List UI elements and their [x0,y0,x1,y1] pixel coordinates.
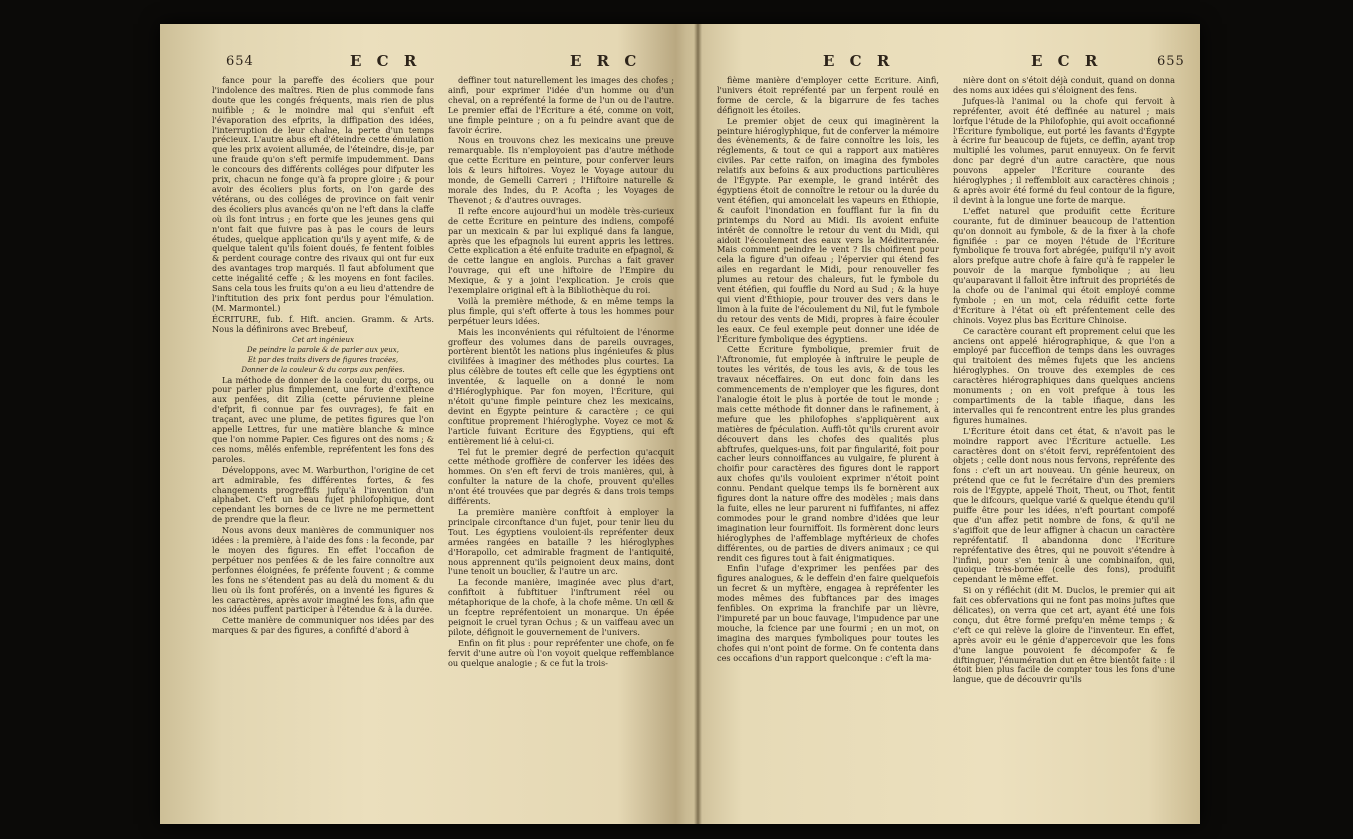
left-page [160,24,695,824]
paragraph: La feconde manière, imaginée avec plus d'art, confiftoit à fubftituer l'inftrument réel ou métaphorique de la chofe, à la chofe même. Un œil & un fceptre repréfentoient un monarque. Un épée peignoit le cruel tyran Ochus ; & un vaiffeau avec un pilote, défignoit le gouvernement de l'univers. [448,577,674,637]
entry-heading: ÉCRITURE, fub. f. Hift. ancien. Gramm. & Arts. Nous la définirons avec Brebeuf, [212,313,434,334]
paragraph: Si on y réfléchit (dit M. Duclos, le premier qui ait fait ces obfervations qui ne font pas moins juftes que délicates), on verra que cet art, ayant été une fois conçu, dut être formé prefqu'en même temps ; & c'eft ce qui relève la gloire de l'inventeur. En effet, après avoir eu le génie d'appercevoir que les fons d'une langue pouvoient fe décompofer & fe diftinguer, l'énumération dut en être bientôt faite : il étoit bien plus facile de compter tous les fons d'une langue, que de découvrir qu'ils [953,585,1175,685]
paragraph: Cette Écriture fymbolique, premier fruit de l'Aftronomie, fut employée à inftruire le peuple de toutes les vérités, de tous les avis, & de tous les travaux néceffaires. On eut donc foin dans les commencements de n'employer que les figures, dont l'analogie étoit le plus à portée de tout le monde ; mais cette méthode fit donner dans le rafinement, à mefure que les philofophes s'appliquèrent aux matières de fpéculation. Auffi-tôt qu'ils crurent avoir découvert dans les chofes des qualités plus abftrufes, quelques-uns, foit par fingularité, foit pour cacher leurs connoiffances au vulgaire, fe plurent à choifir pour caractères des figures dont le rapport aux chofes qu'ils vouloient exprimer n'étoit point connu. Pendant quelque temps ils fe bornèrent aux figures dont la nature offre des modèles ; mais dans la fuite, elles ne leur parurent ni fuffifantes, ni affez commodes pour le grand nombre d'idées que leur imagination leur fourniffoit. Ils formèrent donc leurs hiéroglyphes de l'affemblage myftérieux de chofes différentes, ou de parties de divers animaux ; ce qui rendit ces figures tout à fait énigmatiques. [717,344,939,563]
paragraph: Nous en trouvons chez les mexicains une preuve remarquable. Ils n'employoient pas d'autre méthode que cette Écriture en peinture, pour conferver leurs lois & leurs hiftoires. Voyez le Voyage autour du monde, de Gemelli Carreri ; l'Hiftoire naturelle & morale des Indes, du P. Acofta ; les Voyages de Thevenot ; & d'autres ouvrages. [448,135,674,205]
left-head-word-center: E R C [570,52,642,70]
paragraph: Nous avons deux manières de communiquer nos idées : la première, à l'aide des fons : la feconde, par le moyen des figures. En effet l'occafion de perpétuer nos penfées & de les faire connoître aux perfonnes éloignées, fe préfente fouvent ; & comme les fons ne s'étendent pas au delà du moment & du lieu où ils font proférés, on a inventé les figures & les caractères, après avoir imaginé les fons, afin que nos idées puffent participer à l'étendue & à la durée. [212,525,434,615]
paragraph: Tel fut le premier degré de perfection qu'acquit cette méthode groffière de conferver les idées des hommes. On s'en eft fervi de trois manières, qui, à confulter la nature de la chofe, prouvent qu'elles n'ont été trouvées que par degrés & dans trois temps différents. [448,446,674,507]
paragraph: Jufques-là l'animal ou la chofe qui fervoit à repréfenter, avoit été deffinée au naturel ; mais lorfque l'étude de la Philofophie, qui avoit occafionné l'Écriture fymbolique, eut porté les favants d'Égypte à écrire fur beaucoup de fujets, ce deffin, ayant trop multiplié les volumes, parut ennuyeux. On fe fervit donc par degré d'un autre caractère, que nous pouvons appeler l'Écriture courante des hiéroglyphes ; il reffembloit aux caractères chinois ; & après avoir été formé du feul contour de la figure, il devint à la longue une forte de marque. [953,95,1175,205]
book-spread [160,24,1200,824]
paragraph: Ce caractère courant eft proprement celui que les anciens ont appelé hiérographique, & que l'on a employé par fucceffion de temps dans les ouvrages qui traitoient des mêmes fujets que les anciens hiéroglyphes. On trouve des exemples de ces caractères hiérographiques dans quelques anciens monuments ; on en voit prefque à tous les compartiments de la table ifiaque, dans les intervalles qui fe rencontrent entre les plus grandes figures humaines. [953,325,1175,425]
left-page-number: 654 [226,54,254,69]
paragraph: Enfin l'ufage d'exprimer les penfées par des figures analogues, & le deffein d'en faire quelquefois un fecret & un myftère, engagea à repréfenter les modes mêmes des fubftances par des images fenfibles. On exprima la franchife par un lièvre, l'impureté par un bouc fauvage, l'impudence par une mouche, la fcience par une fourmi ; en un mot, on imagina des marques fymboliques pour toutes les chofes qui n'ont point de forme. On fe contenta dans ces occafions d'un rapport quelconque : c'eft la ma- [717,563,939,663]
right-head-word-center: E C R [823,52,895,70]
verse-line: Cet art ingénieux [292,335,354,344]
paragraph: Développons, avec M. Warburthon, l'origine de cet art admirable, fes différentes fortes, & fes changements progreffifs jufqu'à l'invention d'un alphabet. C'eft un beau fujet philofophique, dont cependant les bornes de ce livre ne me permettent de prendre que la fleur. [212,464,434,525]
paragraph: Le premier objet de ceux qui imaginèrent la peinture hiéroglyphique, fut de conferver la mémoire des évènements, & de faire connoître les lois, les réglements, & tout ce qui a rapport aux matières civiles. Par cette raifon, on imagina des fymboles relatifs aux befoins & aux productions particulières de l'Égypte. Par exemple, le grand intérêt des égyptiens étoit de connoître le retour ou la durée du vent étéfien, qui amoncelait les vapeurs en Éthiopie, & caufoit l'inondation en foufflant fur la fin du printemps du Nord au Midi. Ils avoient enfuite intérêt de connoître le retour du vent du Midi, qui aidoit l'écoulement des eaux vers la Méditerranée. Mais comment peindre le vent ? Ils choifirent pour cela la figure d'un oifeau ; l'épervier qui étend fes ailes en regardant le Midi, pour renouveller fes plumes au retour des chaleurs, fut le fymbole du vent étéfien, qui fouffle du Nord au Sud ; & la huye qui vient d'Éthiopie, pour trouver des vers dans le limon à la fuite de l'écoulement du Nil, fut le fymbole du retour des vents de Midi, propres à faire écouler les eaux. Ce feul exemple peut donner une idée de l'Écriture fymbolique des égyptiens. [717,115,939,344]
paragraph: Enfin on fit plus : pour repréfenter une chofe, on fe fervit d'une autre où l'on voyoit quelque reffemblance ou quelque analogie ; & ce fut la trois- [448,637,674,668]
left-column-2 [448,76,674,794]
verse-line: Et par des traits divers de figures tracées, [247,355,399,364]
right-head-word: E C R [1031,52,1103,70]
left-column-1 [212,76,434,794]
right-page-number: 655 [1157,54,1185,69]
right-running-head [701,52,1200,78]
paragraph: Cette manière de communiquer nos idées par des marques & par des figures, a confifté d'abord à [212,615,434,636]
right-column-1 [717,76,939,794]
right-column-2 [953,76,1175,794]
left-running-head [160,52,695,78]
paragraph: La méthode de donner de la couleur, du corps, ou pour parler plus fimplement, une forte d'exiftence aux penfées, dit Zilia (cette péruvienne pleine d'efprit, fi connue par fes ouvrages), fe fait en traçant, avec une plume, de petites figures que l'on appelle Lettres, fur une matière blanche & mince que l'on nomme Papier. Ces figures ont des noms ; & ces noms, mêlés enfemble, repréfentent les fons des paroles. [212,374,434,464]
verse-line: Donner de la couleur & du corps aux penfées. [241,365,405,374]
paragraph: Il refte encore aujourd'hui un modèle très-curieux de cette Écriture en peinture des indiens, compofé par un mexicain & par lui expliqué dans fa langue, après que les efpagnols lui eurent appris les lettres. Cette explication a été enfuite traduite en efpagnol, & de cette langue en anglois. Purchas a fait graver l'ouvrage, qui eft une hiftoire de l'Empire du Mexique, & y a joint l'explication. Je crois que l'exemplaire original eft à la Bibliothèque du roi. [448,205,674,296]
right-page [701,24,1200,824]
paragraph: Voilà la première méthode, & en même temps la plus fimple, qui s'eft offerte à tous les hommes pour perpétuer leurs idées. [448,295,674,326]
paragraph: fance pour la pareffe des écoliers que pour l'indolence des maîtres. Rien de plus commode fans doute que les congés fréquents, mais rien de plus nuifible ; & le moindre mal qui s'enfuit eft l'évaporation des efprits, la diffipation des idées, l'interruption de leur chaîne, la perte d'un temps précieux. L'autre abus eft d'éteindre cette émulation que les prix avoient allumée, de l'éteindre, dis-je, par une fraude qu'on s'eft permife impudemment. Dans le concours des différents colléges pour difputer les prix, chacun ne fonge qu'à fa propre gloire ; & pour avoir des écoliers plus forts, on l'on garde des vétérans, ou des colléges de province on fait venir des écoliers plus avancés qu'on ne l'eft dans la claffe où ils font intrus ; en forte que les jeunes gens qui n'ont fait que fuivre pas à pas le cours de leurs études, quelque application qu'ils y ayent mife, & de quelque talent qu'ils foient doués, fe fentent foibles & perdent courage contre des rivaux qui ont fur eux des avantages trop marqués. Il faut abfolument que cette inégalité ceffe ; & les moyens en font faciles. Sans cela tous les fruits qu'on a eu lieu d'attendre de l'inftitution des prix font perdus pour l'émulation. (M. Marmontel.) [212,76,434,313]
paragraph: fième manière d'employer cette Écriture. Ainfi, l'univers étoit repréfenté par un ferpent roulé en forme de cercle, & la bigarrure de fes taches défignoit les étoiles. [717,76,939,115]
paragraph: L'effet naturel que produifit cette Écriture courante, fut de diminuer beaucoup de l'attention qu'on donnoit au fymbole, & de la fixer à la chofe fignifiée : par ce moyen l'étude de l'Écriture fymbolique fe trouva fort abrégée, puifqu'il n'y avoit alors prefque autre chofe à faire qu'à fe rappeler le pouvoir de la marque fymbolique ; au lieu qu'auparavant il falloit être inftruit des propriétés de la chofe ou de l'animal qui étoit employé comme fymbole ; en un mot, cela réduifit cette forte d'Écriture à l'état où eft préfentement celle des chinois. Voyez plus bas Écriture Chinoise. [953,205,1175,325]
left-head-word: E C R [350,52,422,70]
paragraph: deffiner tout naturellement les images des chofes ; ainfi, pour exprimer l'idée d'un homme ou d'un cheval, on a repréfenté la forme de l'un ou de l'autre. Le premier effai de l'Écriture a été, comme on voit, une fimple peinture ; on a fu peindre avant que de favoir écrire. [448,76,674,135]
paragraph: L'Écriture étoit dans cet état, & n'avoit pas le moindre rapport avec l'Écriture actuelle. Les caractères dont on s'étoit fervi, repréfentoient des objets ; celle dont nous nous fervons, repréfente des fons : c'eft un art nouveau. Un génie heureux, on prétend que ce fut le fecrétaire d'un des premiers rois de l'Égypte, appelé Thoit, Theut, ou Thot, fentit que le difcours, quelque varié & quelque étendu qu'il puiffe être pour les idées, n'eft pourtant compofé que d'un affez petit nombre de fons, & qu'il ne s'agiffoit que de leur affigner à chacun un caractère repréfentatif. Il abandonna donc l'Écriture repréfentative des êtres, qui ne pouvoit s'étendre à l'infini, pour s'en tenir à une combinaifon, qui, quoique très-bornée (celle des fons), produifit cependant le même effet. [953,425,1175,585]
verse-line: De peindre la parole & de parler aux yeux, [247,345,399,354]
paragraph: nière dont on s'étoit déjà conduit, quand on donna des noms aux idées qui s'éloignent des fens. [953,76,1175,95]
paragraph: Mais les inconvénients qui réfultoient de l'énorme groffeur des volumes dans de pareils ouvrages, portèrent bientôt les nations plus ingénieufes & plus civilifées à imaginer des méthodes plus courtes. La plus célèbre de toutes eft celle que les égyptiens ont inventée, & laquelle on a donné le nom d'Hiéroglyphique. Par fon moyen, l'Écriture, qui n'étoit qu'une fimple peinture chez les mexicains, devint en Égypte peinture & caractère ; ce qui conftitue proprement l'hiéroglyphe. Voyez ce mot & l'article fuivant Écriture des Égyptiens, qui eft entièrement lié à celui-ci. [448,326,674,446]
paragraph: La première manière conftfoit à employer la principale circonftance d'un fujet, pour tenir lieu du Tout. Les égyptiens vouloient-ils repréfenter deux armées rangées en bataille ? les hiéroglyphes d'Horapollo, cet admirable fragment de l'antiquité, nous apprennent qu'ils peignoient deux mains, dont l'une tenoit un bouclier, & l'autre un arc. [448,506,674,577]
